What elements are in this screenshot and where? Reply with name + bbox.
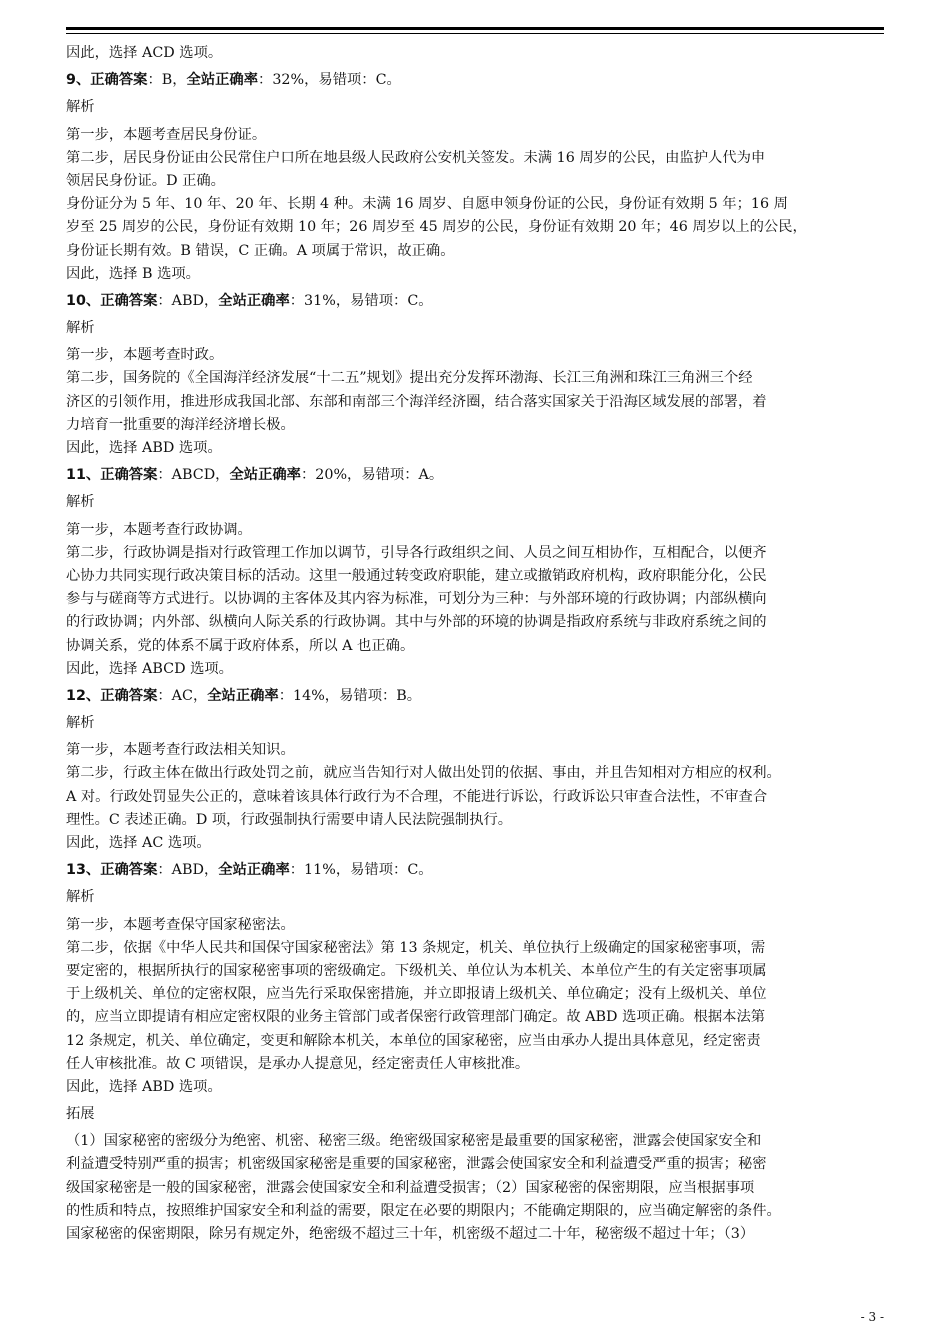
analysis-line: 因此，选择 ABCD 选项。 bbox=[66, 660, 233, 677]
extension-line: （1）国家秘密的密级分为绝密、机密、秘密三级。绝密级国家秘密是最重要的国家秘密，泄露会使国家安全和 bbox=[66, 1133, 762, 1150]
analysis-line: 协调关系，党的体系不属于政府体系，所以 A 也正确。 bbox=[66, 637, 415, 654]
analysis-label: 解析 bbox=[66, 494, 95, 511]
document-body bbox=[66, 42, 886, 1246]
analysis-line: 任人审核批准。故 C 项错误，是承办人提意见，经定密责任人审核批准。 bbox=[66, 1055, 530, 1072]
question-block bbox=[66, 464, 886, 685]
analysis-label: 解析 bbox=[66, 320, 95, 337]
answer-header bbox=[66, 685, 886, 708]
correct-answer-value: ：AC， bbox=[157, 687, 208, 704]
site-rate-value: ：11%，易错项：C。 bbox=[289, 862, 433, 879]
extension-line: 的性质和特点，按照维护国家安全和利益的需要，限定在必要的期限内；不能确定期限的，应当确定解密的条件。 bbox=[66, 1202, 781, 1219]
extension-text bbox=[66, 1130, 886, 1246]
site-rate-label: 全站正确率 bbox=[207, 687, 279, 704]
analysis-line: 第二步，行政主体在做出行政处罚之前，就应当告知行对人做出处罚的依据、事由，并且告知相对方相应的权利。 bbox=[66, 765, 781, 782]
question-number: 10、 bbox=[66, 292, 101, 309]
site-rate-label: 全站正确率 bbox=[186, 72, 259, 89]
intro-line: 因此，选择 ACD 选项。 bbox=[66, 45, 223, 61]
analysis-line: 济区的引领作用，推进形成我国北部、东部和南部三个海洋经济圈，结合落实国家关于沿海区域发展的部署，着 bbox=[66, 393, 767, 410]
question-block bbox=[66, 290, 886, 464]
analysis-line: 领居民身份证。D 正确。 bbox=[66, 172, 225, 189]
correct-answer-value: ：ABD， bbox=[157, 292, 219, 309]
analysis-line: 要定密的，根据所执行的国家秘密事项的密级确定。下级机关、单位认为本机关、本单位产生的有关定密事项属 bbox=[66, 962, 767, 979]
analysis-line: 第二步，行政协调是指对行政管理工作加以调节，引导各行政组织之间、人员之间互相协作，互相配合，以便齐 bbox=[66, 544, 767, 561]
analysis-line: 因此，选择 B 选项。 bbox=[66, 265, 200, 282]
analysis-line: 第二步，居民身份证由公民常住户口所在地县级人民政府公安机关签发。未满 16 周岁的公民，由监护人代为申 bbox=[66, 149, 766, 166]
extension-line: 国家秘密的保密期限，除另有规定外，绝密级不超过三十年，机密级不超过二十年，秘密级不超过十年；（3） bbox=[66, 1226, 755, 1242]
analysis-line: 第一步，本题考查保守国家秘密法。 bbox=[66, 916, 295, 933]
analysis-line: 身份证分为 5 年、10 年、20 年、长期 4 种。未满 16 周岁、自愿申领身份证的公民，身份证有效期 5 年；16 周 bbox=[66, 196, 788, 213]
correct-answer-label: 正确答案 bbox=[100, 467, 158, 484]
correct-answer-value: ：ABD， bbox=[157, 862, 219, 879]
analysis-line: A 对。行政处罚显失公正的，意味着该具体行政行为不合理，不能进行诉讼，行政诉讼只审查合法性，不审查合 bbox=[66, 788, 768, 805]
question-block bbox=[66, 685, 886, 859]
correct-answer-label: 正确答案 bbox=[100, 687, 158, 704]
question-number: 12、 bbox=[66, 687, 101, 704]
analysis-line: 因此，选择 ABD 选项。 bbox=[66, 440, 222, 456]
page-number: - 3 - bbox=[860, 1310, 884, 1324]
analysis-line: 第一步，本题考查居民身份证。 bbox=[66, 126, 267, 143]
analysis-line: 第一步，本题考查行政协调。 bbox=[66, 521, 252, 538]
site-rate-label: 全站正确率 bbox=[229, 467, 301, 484]
site-rate-value: ：32%，易错项：C。 bbox=[258, 72, 401, 89]
correct-answer-value: ：ABCD， bbox=[157, 467, 230, 484]
correct-answer-label: 正确答案 bbox=[90, 72, 148, 89]
analysis-line: 理性。C 表述正确。D 项，行政强制执行需要申请人民法院强制执行。 bbox=[66, 811, 513, 828]
site-rate-value: ：14%，易错项：B。 bbox=[278, 687, 422, 704]
analysis-line: 因此，选择 ABD 选项。 bbox=[66, 1078, 222, 1095]
analysis-line: 岁至 25 周岁的公民，身份证有效期 10 年；26 周岁至 45 周岁的公民，身份证有效期 20 年；46 周岁以上的公民， bbox=[66, 219, 807, 236]
correct-answer-label: 正确答案 bbox=[100, 862, 158, 879]
analysis-line: 第一步，本题考查时政。 bbox=[66, 347, 224, 364]
question-number: 11、 bbox=[66, 467, 101, 484]
extension-line: 级国家秘密是一般的国家秘密，泄露会使国家安全和利益遭受损害；（2）国家秘密的保密期限，应当根据事项 bbox=[66, 1179, 755, 1196]
analysis-line: 的，应当立即提请有相应定密权限的业务主管部门或者保密行政管理部门确定。故 ABD 选项正确。根据本法第 bbox=[66, 1009, 766, 1026]
analysis-line: 12 条规定，机关、单位确定，变更和解除本机关，本单位的国家秘密，应当由承办人提出具体意见，经定密责 bbox=[66, 1032, 761, 1049]
analysis-line: 身份证长期有效。B 错误，C 正确。A 项属于常识，故正确。 bbox=[66, 242, 455, 259]
question-list bbox=[66, 69, 886, 1103]
analysis-line: 第二步，依据《中华人民共和国保守国家秘密法》第 13 条规定，机关、单位执行上级确定的国家秘密事项，需 bbox=[66, 939, 766, 956]
question-block bbox=[66, 69, 886, 290]
correct-answer-value: ：B， bbox=[147, 72, 187, 89]
analysis-line: 心协力共同实现行政决策目标的活动。这里一般通过转变政府职能，建立或撤销政府机构，政府职能分化，公民 bbox=[66, 567, 767, 584]
analysis-line: 于上级机关、单位的定密权限，应当先行采取保密措施，并立即报请上级机关、单位确定；没有上级机关、单位 bbox=[66, 986, 767, 1003]
question-block bbox=[66, 859, 886, 1103]
analysis-line: 第二步，国务院的《全国海洋经济发展“十二五”规划》提出充分发挥环渤海、长江三角洲和珠江三角洲三个经 bbox=[66, 370, 753, 387]
analysis-line: 因此，选择 AC 选项。 bbox=[66, 835, 211, 851]
analysis-line: 的行政协调；内外部、纵横向人际关系的行政协调。其中与外部的环境的协调是指政府系统与非政府系统之间的 bbox=[66, 614, 767, 631]
question-number: 13、 bbox=[66, 862, 101, 879]
answer-header bbox=[66, 290, 886, 313]
answer-header bbox=[66, 69, 886, 92]
analysis-line: 参与与磋商等方式进行。以协调的主客体及其内容为标准，可划分为三种：与外部环境的行政协调；内部纵横向 bbox=[66, 591, 767, 608]
correct-answer-label: 正确答案 bbox=[100, 292, 158, 309]
analysis-label: 解析 bbox=[66, 889, 95, 906]
question-number: 9、 bbox=[66, 72, 91, 89]
analysis-label: 解析 bbox=[66, 715, 95, 732]
site-rate-value: ：31%，易错项：C。 bbox=[289, 292, 433, 309]
extension-label: 拓展 bbox=[66, 1106, 95, 1123]
header-rule-thin bbox=[66, 33, 884, 34]
site-rate-value: ：20%，易错项：A。 bbox=[300, 467, 444, 484]
answer-header bbox=[66, 464, 886, 487]
analysis-line: 第一步，本题考查行政法相关知识。 bbox=[66, 742, 295, 759]
site-rate-label: 全站正确率 bbox=[218, 292, 290, 309]
site-rate-label: 全站正确率 bbox=[218, 862, 290, 879]
analysis-line: 力培育一批重要的海洋经济增长极。 bbox=[66, 416, 295, 433]
extension-line: 利益遭受特别严重的损害；机密级国家秘密是重要的国家秘密，泄露会使国家安全和利益遭受严重的损害；秘密 bbox=[66, 1156, 767, 1173]
answer-header bbox=[66, 859, 886, 882]
analysis-label: 解析 bbox=[66, 99, 95, 116]
header-rule-thick bbox=[66, 27, 884, 30]
